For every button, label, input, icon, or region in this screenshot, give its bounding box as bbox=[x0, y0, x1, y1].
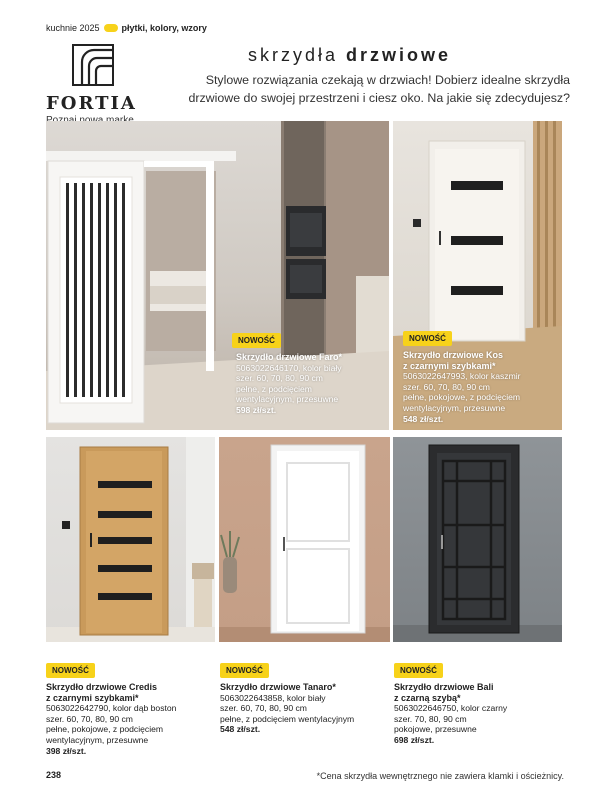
product-detail: pełne, z podcięciem wentylacyjnym bbox=[220, 713, 355, 724]
badge-new: NOWOŚĆ bbox=[220, 663, 269, 678]
product-name: Skrzydło drzwiowe Bali bbox=[394, 682, 494, 692]
product-name-2: z czarną szybą* bbox=[394, 692, 461, 703]
intro-text bbox=[150, 71, 570, 107]
product-name-2: z czarnymi szybkami* bbox=[46, 692, 139, 703]
product-detail: szer. 60, 70, 80, 90 cm bbox=[403, 381, 490, 392]
photo-bali bbox=[393, 437, 562, 642]
brand-block bbox=[46, 44, 146, 126]
product-credis-info bbox=[46, 682, 214, 756]
product-detail: pełne, pokojowe, z podcięciem bbox=[46, 724, 164, 735]
badge-new: NOWOŚĆ bbox=[403, 331, 452, 346]
product-detail: wentylacyjnym, przesuwne bbox=[236, 394, 339, 405]
product-detail: 5063022647993, kolor kaszmir bbox=[403, 371, 521, 382]
product-price: 698 zł/szt. bbox=[394, 734, 435, 745]
product-kos-info bbox=[403, 350, 561, 424]
crumb-category: płytki, kolory, wzory bbox=[121, 23, 207, 33]
bali-scene-illustration bbox=[393, 437, 562, 642]
page-title bbox=[248, 45, 451, 66]
brand-name: FORTIA bbox=[46, 93, 137, 114]
photo-tanaro bbox=[219, 437, 390, 642]
product-price: 398 zł/szt. bbox=[46, 745, 87, 756]
product-bali-info bbox=[394, 682, 564, 746]
crumb-pill-icon bbox=[104, 24, 118, 32]
product-detail: szer. 60, 70, 80, 90 cm bbox=[46, 713, 133, 724]
title-light: skrzydła bbox=[248, 45, 339, 65]
product-detail: pełne, z podcięciem bbox=[236, 383, 312, 394]
product-name: Skrzydło drzwiowe Credis bbox=[46, 682, 158, 692]
photo-kos bbox=[393, 121, 562, 430]
product-detail: 5063022643858, kolor biały bbox=[220, 692, 326, 703]
crumb-section: kuchnie 2025 bbox=[46, 23, 100, 33]
tanaro-scene-illustration bbox=[219, 437, 390, 642]
intro-line-2: drzwiowe do swojej przestrzeni i ciesz oko. Na jakie się zdecydujesz? bbox=[188, 91, 570, 105]
badge-new: NOWOŚĆ bbox=[46, 663, 95, 678]
product-detail: 5063022646170, kolor biały bbox=[236, 362, 342, 373]
product-name-2: z czarnymi szybkami* bbox=[403, 360, 496, 371]
product-detail: wentylacyjnym, przesuwne bbox=[46, 734, 149, 745]
product-price: 548 zł/szt. bbox=[220, 724, 261, 735]
product-detail: szer. 60, 70, 80, 90 cm bbox=[236, 373, 323, 384]
product-detail: 5063022642790, kolor dąb boston bbox=[46, 703, 177, 714]
badge-new: NOWOŚĆ bbox=[394, 663, 443, 678]
footnote: *Cena skrzydła wewnętrznego nie zawiera klamki i ościeżnicy. bbox=[316, 771, 564, 781]
title-bold: drzwiowe bbox=[346, 45, 452, 65]
product-faro-info bbox=[236, 352, 386, 416]
product-detail: pełne, pokojowe, z podcięciem bbox=[403, 392, 521, 403]
fortia-logo-icon bbox=[72, 44, 114, 86]
product-detail: wentylacyjnym, przesuwne bbox=[403, 402, 506, 413]
product-detail: szer. 70, 80, 90 cm bbox=[394, 713, 467, 724]
product-price: 548 zł/szt. bbox=[403, 413, 444, 424]
breadcrumb bbox=[46, 21, 207, 35]
intro-line-1: Stylowe rozwiązania czekają w drzwiach! Dobierz idealne skrzydła bbox=[205, 73, 570, 87]
badge-new: NOWOŚĆ bbox=[232, 333, 281, 348]
photo-credis bbox=[46, 437, 215, 642]
product-name: Skrzydło drzwiowe Faro* bbox=[236, 352, 343, 362]
product-detail: szer. 60, 70, 80, 90 cm bbox=[220, 703, 307, 714]
product-detail: pokojowe, przesuwne bbox=[394, 724, 477, 735]
product-detail: 5063022646750, kolor czarny bbox=[394, 703, 508, 714]
product-price: 598 zł/szt. bbox=[236, 404, 277, 415]
page-number: 238 bbox=[46, 770, 62, 780]
credis-scene-illustration bbox=[46, 437, 215, 642]
photo-faro bbox=[46, 121, 389, 430]
product-tanaro-info bbox=[220, 682, 390, 735]
product-name: Skrzydło drzwiowe Kos bbox=[403, 350, 504, 360]
product-name: Skrzydło drzwiowe Tanaro* bbox=[220, 682, 336, 692]
